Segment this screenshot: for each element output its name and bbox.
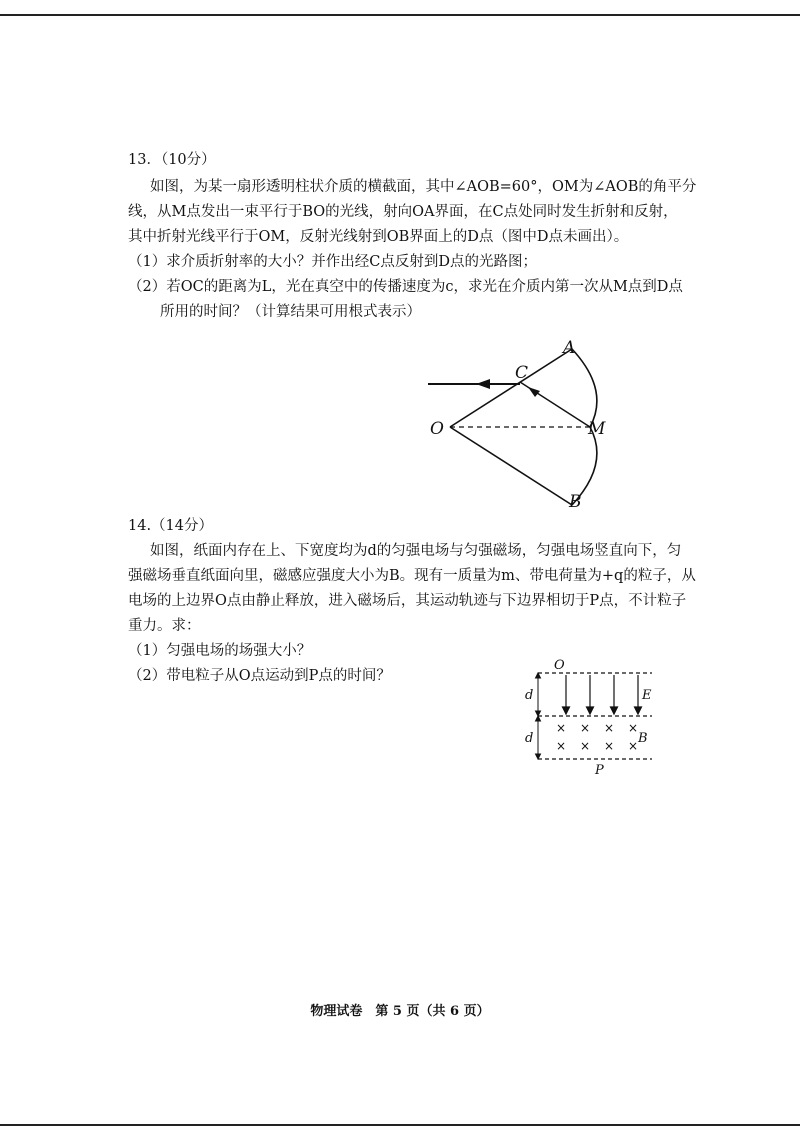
bottom-border <box>0 1124 800 1126</box>
q13-line-3: 其中折射光线平行于OM，反射光线射到OB界面上的D点（图中D点未画出）。 <box>128 229 629 245</box>
label-b: B <box>569 492 582 512</box>
ray-mc-arrow <box>528 387 540 397</box>
q14-line-5: （1）匀强电场的场强大小？ <box>128 643 312 659</box>
label-m: M <box>588 419 606 439</box>
q14-header: 14.（14分） <box>128 518 214 534</box>
label-c: C <box>515 363 529 383</box>
q13-header: 13．（10分） <box>128 152 216 168</box>
page-footer: 物理试卷 第 5 页（共 6 页） <box>310 1004 490 1019</box>
cross-r1c4: × <box>628 721 639 735</box>
field-figure <box>520 655 660 780</box>
q13-line-5: （2）若OC的距离为L，光在真空中的传播速度为c，求光在介质内第一次从M点到D点 <box>128 279 683 295</box>
refracted-ray-arrow <box>476 379 490 389</box>
cross-r1c1: × <box>556 721 567 735</box>
q14-line-2: 强磁场垂直纸面向里，磁感应强度大小为B。现有一质量为m、带电荷量为+q的粒子，从 <box>128 568 696 584</box>
q13-line-6: 所用的时间？（计算结果可用根式表示） <box>160 304 421 320</box>
q13-line-1: 如图，为某一扇形透明柱状介质的横截面，其中∠AOB=60°，OM为∠AOB的角平分 <box>150 179 697 195</box>
cross-r2c4: × <box>628 739 639 753</box>
q14-line-3: 电场的上边界O点由静止释放，进入磁场后，其运动轨迹与下边界相切于P点，不计粒子 <box>128 593 687 609</box>
e-field-arrows <box>563 675 642 714</box>
label-o-field: O <box>554 658 565 673</box>
sector-figure <box>420 335 640 515</box>
label-d-bottom: d <box>525 731 534 746</box>
cross-r2c2: × <box>580 739 591 753</box>
top-border <box>0 14 800 16</box>
label-e: E <box>642 688 652 703</box>
q14-line-6: （2）带电粒子从O点运动到P点的时间？ <box>128 668 391 684</box>
q13-line-4: （1）求介质折射率的大小？并作出经C点反射到D点的光路图； <box>128 254 537 270</box>
label-o: O <box>430 419 444 439</box>
label-b-field: B <box>638 731 648 746</box>
oa-side <box>450 349 572 427</box>
label-d-top: d <box>525 688 534 703</box>
cross-r1c3: × <box>604 721 615 735</box>
cross-r2c1: × <box>556 739 567 753</box>
label-a: A <box>563 338 576 358</box>
q13-line-2: 线，从M点发出一束平行于BO的光线，射向OA界面，在C点处同时发生折射和反射， <box>128 204 678 220</box>
label-p: P <box>595 763 604 778</box>
cross-r1c2: × <box>580 721 591 735</box>
q14-line-1: 如图，纸面内存在上、下宽度均为d的匀强电场与匀强磁场，匀强电场竖直向下，匀 <box>150 543 682 559</box>
q14-line-4: 重力。求： <box>128 618 201 634</box>
cross-r2c3: × <box>604 739 615 753</box>
ob-side <box>450 427 572 505</box>
